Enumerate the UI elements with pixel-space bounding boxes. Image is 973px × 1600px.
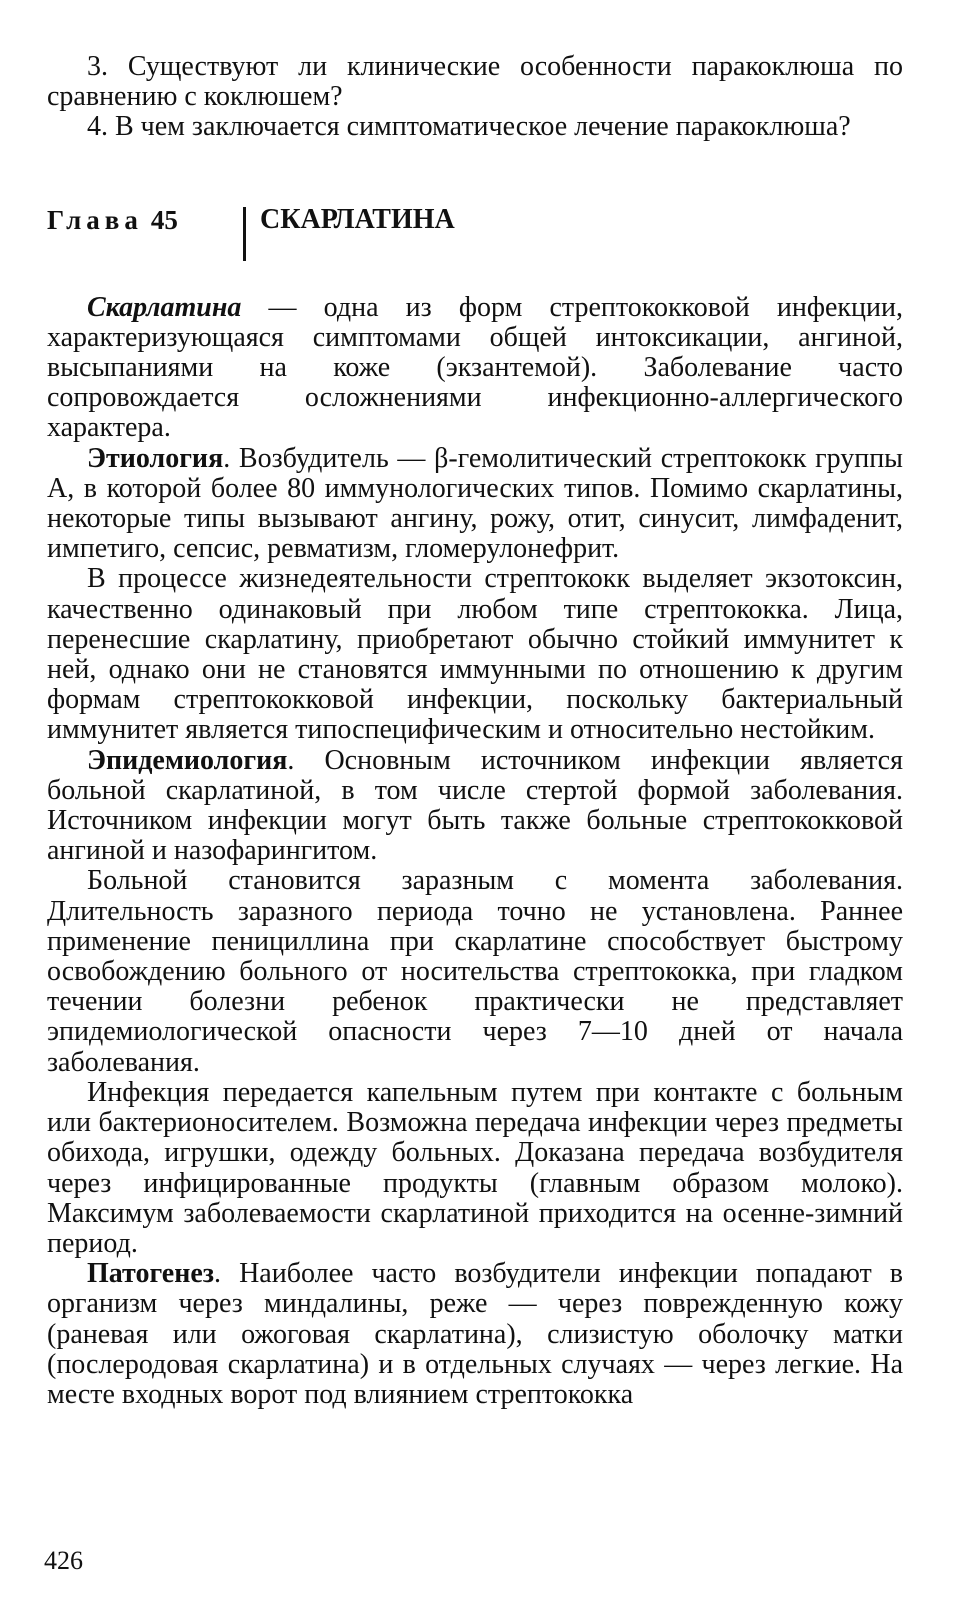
question-3: 3. Существуют ли клинические особенности паракоклюша по сравнению с коклюшем? — [47, 51, 903, 113]
chapter-title: СКАРЛАТИНА — [260, 203, 455, 235]
paragraph-text: — одна из форм стрептококковой инфекции, характеризующаяся симптомами общей интоксикации, ангиной, высыпаниями на коже (экзантемой). Заболевание часто сопровождается осложнениями инфекционно-аллергического характера. — [47, 291, 903, 444]
document-page — [47, 52, 903, 1410]
term-etiology: Этиология — [87, 442, 224, 474]
paragraph-transmission: Инфекция передается капельным путем при контакте с больным или бактерионосителем. Возможна передача инфекции через предметы обихода, игрушки, одежду больных. Доказана передача возбудителя через инфицированные продукты (главным образом молоко). Максимум заболеваемости скарлатиной приходится на осенне-зимний период. — [47, 1076, 903, 1259]
paragraph-exotoxin: В процессе жизнедеятельности стрептококк выделяет экзотоксин, качественно одинаковый при любом типе стрептококка. Лица, перенесшие скарлатину, приобретают обычно стойкий иммунитет к ней, однако они не становятся иммунными по отношению к другим формам стрептококковой инфекции, поскольку бактериальный иммунитет является типоспецифическим и относительно нестойким. — [47, 563, 903, 746]
term-pathogenesis: Патогенез — [87, 1258, 215, 1290]
page-number: 426 — [44, 1546, 83, 1575]
question-4: 4. В чем заключается симптоматическое лечение паракоклюша? — [87, 111, 851, 143]
chapter-label-word: Глава — [47, 204, 143, 235]
paragraph-contagious-period: Больной становится заразным с момента заболевания. Длительность заразного периода точно не установлена. Раннее применение пенициллина при скарлатине способствует быстрому освобождению больного от носительства стрептококка, при гладком течении болезни ребенок практически не представляет эпидемиологической опасности через 7—10 дней от начала заболевания. — [47, 865, 903, 1078]
paragraph-epidemiology — [47, 746, 903, 867]
chapter-number: 45 — [150, 204, 178, 235]
paragraph-definition — [47, 293, 903, 444]
term-epidemiology: Эпидемиология — [87, 744, 288, 776]
paragraph-text: . Основным источником инфекции является больной скарлатиной, в том числе стертой формой заболевания. Источником инфекции могут быть также больные стрептококковой ангиной и назофарингитом. — [47, 744, 903, 867]
chapter-divider — [243, 207, 246, 261]
chapter-label — [47, 205, 178, 235]
chapter-heading — [47, 205, 903, 263]
paragraph-text: . Возбудитель — β-гемолитический стрептококк группы А, в которой более 80 иммунологических типов. Помимо скарлатины, некоторые типы вызывают ангину, рожу, отит, синусит, лимфаденит, импетиго, сепсис, ревматизм, гломерулонефрит. — [47, 442, 903, 565]
paragraph-text: . Наиболее часто возбудители инфекции попадают в организм через миндалины, реже — через поврежденную кожу (раневая или ожоговая скарлатина), слизистую оболочку матки (послеродовая скарлатина) и в отдельных случаях — через легкие. На месте входных ворот под влиянием стрептококка — [47, 1258, 903, 1410]
term-scarlatina: Скарлатина — [87, 291, 242, 323]
paragraph-etiology — [47, 444, 903, 565]
paragraph-pathogenesis — [47, 1259, 903, 1410]
